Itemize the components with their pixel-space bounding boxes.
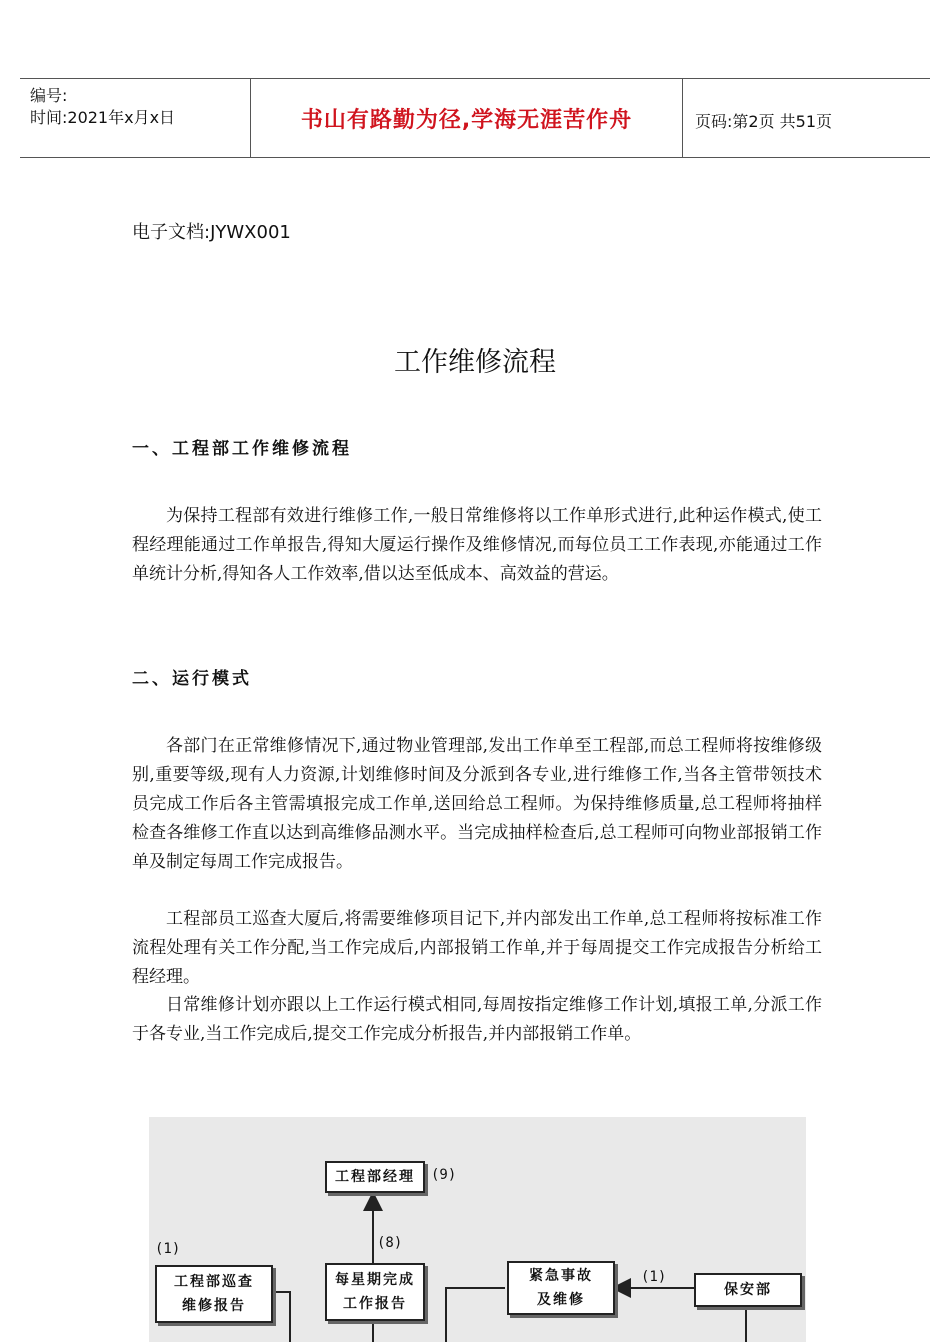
page-number: 页码:第2页 共51页 <box>695 112 833 131</box>
flowchart <box>149 1117 806 1342</box>
node-security: 保安部 <box>694 1273 802 1307</box>
page-title: 工作维修流程 <box>394 347 556 378</box>
label-step-1-security: (1) <box>641 1269 667 1285</box>
node-emergency: 紧急事故 及维修 <box>507 1261 615 1315</box>
node-manager: 工程部经理 <box>325 1161 425 1193</box>
line-patrol-down <box>273 1292 290 1342</box>
line-emergency-down <box>446 1288 505 1342</box>
section2-paragraph-2: 工程部员工巡查大厦后,将需要维修项目记下,并内部发出工作单,总工程师将按标准工作流程处理有关工作分配,当工作完成后,内部报销工作单,并于每周提交工作完成报告分析给工程经理。 <box>132 909 822 987</box>
label-step-9: (9) <box>431 1167 457 1183</box>
page-header <box>20 78 930 158</box>
motto: 书山有路勤为径,学海无涯苦作舟 <box>300 108 633 133</box>
section2-heading: 二、运行模式 <box>132 669 252 689</box>
header-motto-cell <box>251 79 683 157</box>
label-step-1-patrol: (1) <box>155 1241 181 1257</box>
section2-paragraph-1: 各部门在正常维修情况下,通过物业管理部,发出工作单至工程部,而总工程师将按维修级别,重要等级,现有人力资源,计划维修时间及分派到各专业,进行维修工作,当各主管带领技术员完成工作后各主管需填报完成工作单,送回给总工程师。为保持维修质量,总工程师将抽样检查各维修工作直以达到高维修品测水平。当完成抽样检查后,总工程师可向物业部报销工作单及制定每周工作完成报告。 <box>132 736 822 872</box>
section1-paragraph: 为保持工程部有效进行维修工作,一般日常维修将以工作单形式进行,此种运作模式,使工程经理能通过工作单报告,得知大厦运行操作及维修情况,而每位员工工作表现,亦能通过工作单统计分析,得知各人工作效率,借以达至低成本、高效益的营运。 <box>132 506 822 584</box>
node-patrol-report: 工程部巡查 维修报告 <box>155 1265 273 1323</box>
section1-heading: 一、工程部工作维修流程 <box>132 439 352 459</box>
section2-paragraph-3: 日常维修计划亦跟以上工作运行模式相同,每周按指定维修工作计划,填报工单,分派工作于各专业,当工作完成后,提交工作完成分析报告,并内部报销工作单。 <box>132 995 822 1044</box>
serial-label: 编号: <box>30 86 68 105</box>
header-page-cell <box>683 79 930 157</box>
time-label: 时间:2021年x月x日 <box>30 108 176 127</box>
document-id: 电子文档:JYWX001 <box>132 222 291 243</box>
label-step-8: (8) <box>377 1235 403 1251</box>
header-meta-cell <box>20 79 251 157</box>
node-weekly-report: 每星期完成 工作报告 <box>325 1263 425 1321</box>
